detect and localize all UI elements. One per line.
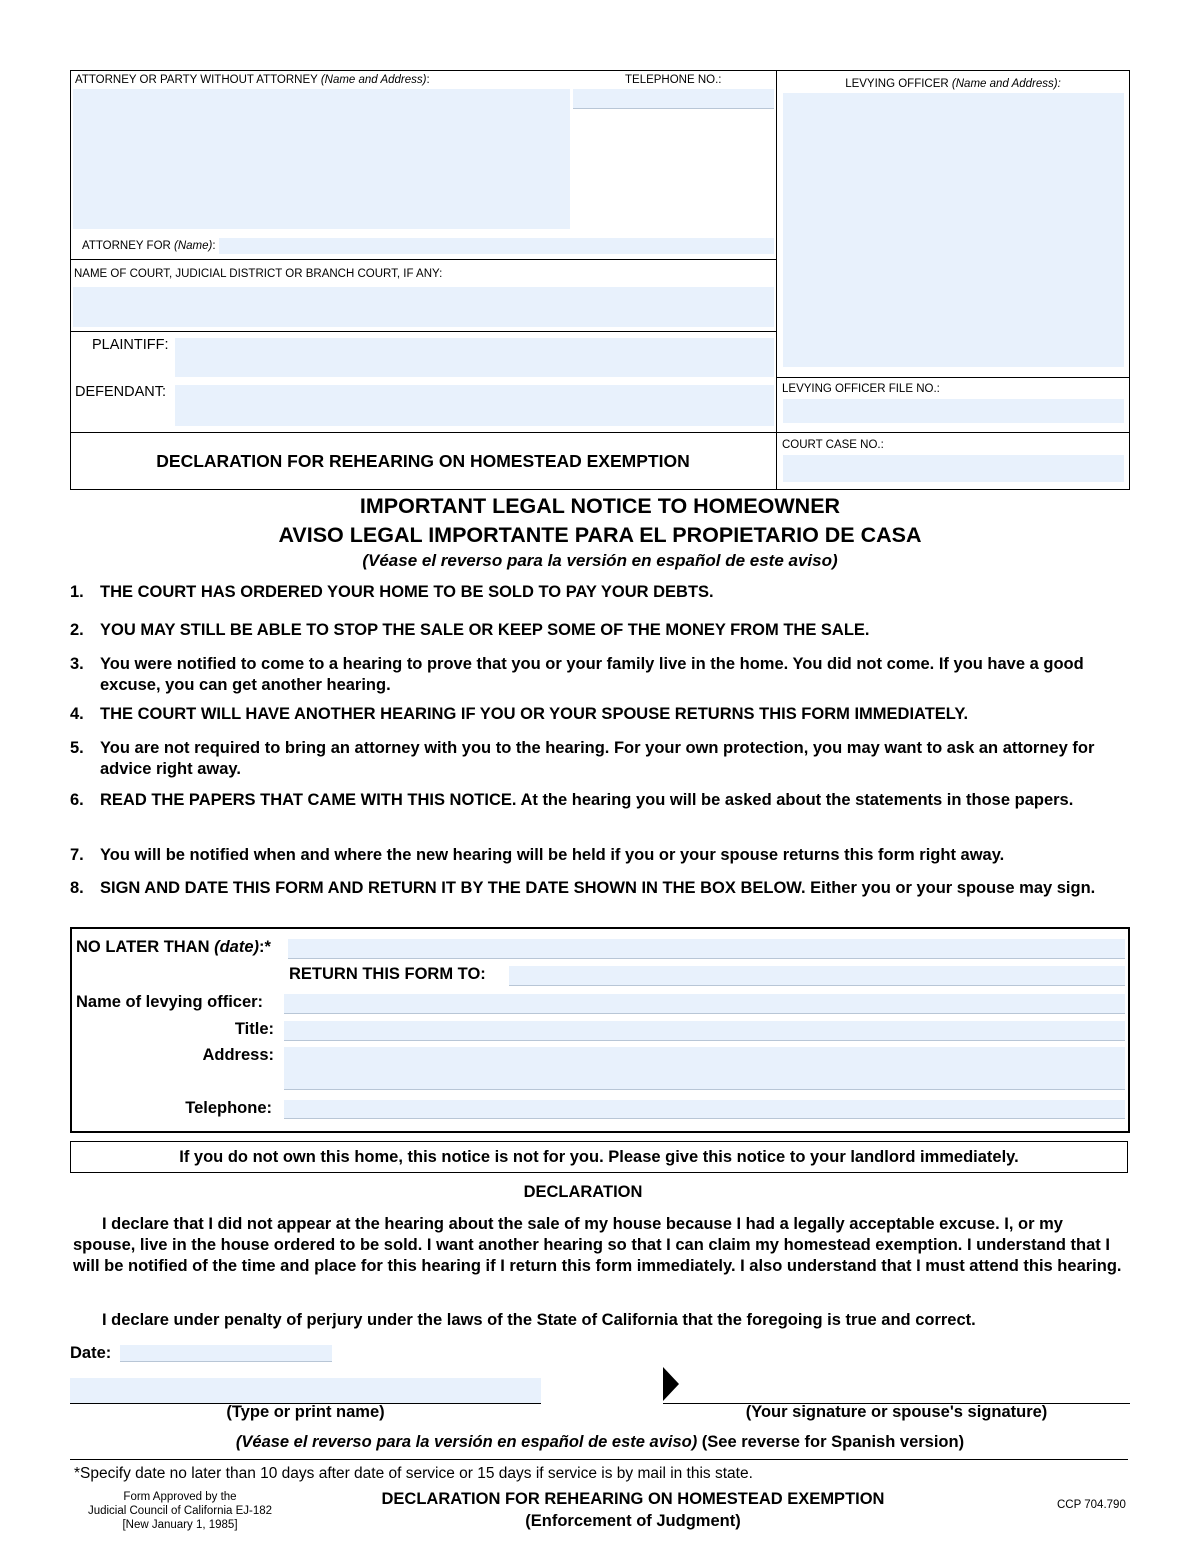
levying-officer-label: LEVYING OFFICER (Name and Address): [845, 78, 1061, 90]
declaration-heading: DECLARATION [523, 1183, 643, 1201]
plaintiff-field[interactable] [175, 338, 774, 377]
officer-title-field[interactable] [284, 1021, 1125, 1041]
attorney-for-label: ATTORNEY FOR (Name): [82, 240, 216, 252]
notice-item-1: 1. THE COURT HAS ORDERED YOUR HOME TO BE SOLD TO PAY YOUR DEBTS. [70, 583, 714, 601]
defendant-label: DEFENDANT: [75, 384, 167, 400]
plaintiff-label: PLAINTIFF: [92, 337, 169, 353]
court-name-label: NAME OF COURT, JUDICIAL DISTRICT OR BRANCH COURT, IF ANY: [74, 268, 443, 280]
return-to-label: RETURN THIS FORM TO: [289, 965, 486, 983]
notice-item-5: 5. You are not required to bring an attorney with you to the hearing. For your own protection, you may want to ask an attorney for advice right away. [70, 739, 1095, 778]
attorney-name-address-field[interactable] [73, 89, 570, 229]
notice-item-2: 2. YOU MAY STILL BE ABLE TO STOP THE SALE OR KEEP SOME OF THE MONEY FROM THE SALE. [70, 621, 870, 639]
footer-form-title: DECLARATION FOR REHEARING ON HOMESTEAD EXEMPTION [381, 1490, 885, 1508]
return-to-field[interactable] [509, 966, 1125, 986]
footer-divider [70, 1459, 1128, 1460]
declaration-paragraph-1: I declare that I did not appear at the hearing about the sale of my house because I had a legally acceptable excuse. I, or my spouse, live in the house ordered to be sold. I want another hearing so that I can claim my homestead exemption. I understand that I will be notified of the time and place for this hearing if I return this form immediately. I also understand that I must attend this hearing. [73, 1215, 1122, 1275]
form-approved-line-3: [New January 1, 1985] [122, 1519, 238, 1531]
officer-telephone-label: Telephone: [185, 1099, 272, 1117]
notice-subtitle: (Véase el reverso para la versión en español de este aviso) [362, 551, 838, 570]
date-label: Date: [70, 1344, 112, 1362]
form-approved-line-2: Judicial Council of California EJ-182 [87, 1505, 273, 1517]
caption-vertical-divider [776, 70, 777, 490]
officer-name-label: Name of levying officer: [76, 993, 264, 1011]
notice-item-8: 8. SIGN AND DATE THIS FORM AND RETURN IT BY THE DATE SHOWN IN THE BOX BELOW. Either you or your spouse may sign. [70, 879, 1096, 897]
caption-divider-court [70, 259, 777, 260]
telephone-underline [573, 108, 774, 109]
officer-telephone-field[interactable] [284, 1100, 1125, 1119]
levying-file-label: LEVYING OFFICER FILE NO.: [782, 383, 940, 395]
telephone-label: TELEPHONE NO.: [625, 74, 722, 86]
form-approved-block [75, 1490, 285, 1532]
court-case-field[interactable] [783, 455, 1124, 482]
levying-file-field[interactable] [783, 399, 1124, 423]
notice-item-4: 4. THE COURT WILL HAVE ANOTHER HEARING IF YOU OR YOUR SPOUSE RETURNS THIS FORM IMMEDIATELY. [70, 705, 969, 723]
reverse-note: (Véase el reverso para la versión en español de este aviso) (See reverse for Spanish version) [235, 1433, 965, 1451]
signature-label: (Your signature or spouse's signature) [745, 1403, 1048, 1421]
form-approved-line-1: Form Approved by the [123, 1491, 237, 1503]
caption-form-title: DECLARATION FOR REHEARING ON HOMESTEAD EXEMPTION [156, 451, 690, 471]
no-later-date-field[interactable] [288, 939, 1125, 959]
signature-arrow-icon [663, 1367, 679, 1401]
footer-form-subtitle: (Enforcement of Judgment) [525, 1512, 741, 1530]
statute-code: CCP 704.790 [1057, 1499, 1126, 1511]
officer-title-label: Title: [234, 1020, 274, 1038]
print-name-label: (Type or print name) [226, 1403, 385, 1421]
officer-name-field[interactable] [284, 994, 1125, 1014]
footnote: *Specify date no later than 10 days after date of service or 15 days if service is by mail in this state. [74, 1465, 753, 1482]
landlord-notice: If you do not own this home, this notice is not for you. Please give this notice to your landlord immediately. [70, 1141, 1128, 1173]
attorney-label: ATTORNEY OR PARTY WITHOUT ATTORNEY (Name and Address): [75, 74, 430, 86]
court-case-label: COURT CASE NO.: [782, 439, 884, 451]
notice-item-6: 6. READ THE PAPERS THAT CAME WITH THIS NOTICE. At the hearing you will be asked about the statements in those papers. [70, 791, 1074, 809]
no-later-label: NO LATER THAN (date):* [76, 938, 271, 956]
caption-divider-title [70, 432, 1130, 433]
telephone-field[interactable] [573, 89, 774, 108]
date-field[interactable] [120, 1345, 332, 1362]
caption-divider-file [776, 377, 1130, 378]
notice-item-7: 7. You will be notified when and where the new hearing will be held if you or your spouse returns this form right away. [70, 846, 1005, 864]
levying-officer-field[interactable] [783, 93, 1124, 367]
court-name-field[interactable] [73, 287, 774, 327]
declaration-paragraph-2: I declare under penalty of perjury under the laws of the State of California that the foregoing is true and correct. [102, 1311, 976, 1329]
signature-field[interactable] [683, 1370, 1130, 1402]
notice-item-3: 3. You were notified to come to a hearing to prove that you or your family live in the home. You did not come. If you have a good excuse, you can get another hearing. [70, 655, 1084, 694]
notice-title-en: IMPORTANT LEGAL NOTICE TO HOMEOWNER [359, 494, 841, 518]
defendant-field[interactable] [175, 385, 774, 426]
notice-title-es: AVISO LEGAL IMPORTANTE PARA EL PROPIETARIO DE CASA [278, 523, 922, 547]
officer-address-label: Address: [202, 1046, 274, 1064]
print-name-field[interactable] [70, 1378, 541, 1403]
officer-address-field[interactable] [284, 1047, 1125, 1090]
attorney-for-field[interactable] [219, 238, 774, 254]
caption-divider-parties [70, 331, 777, 332]
